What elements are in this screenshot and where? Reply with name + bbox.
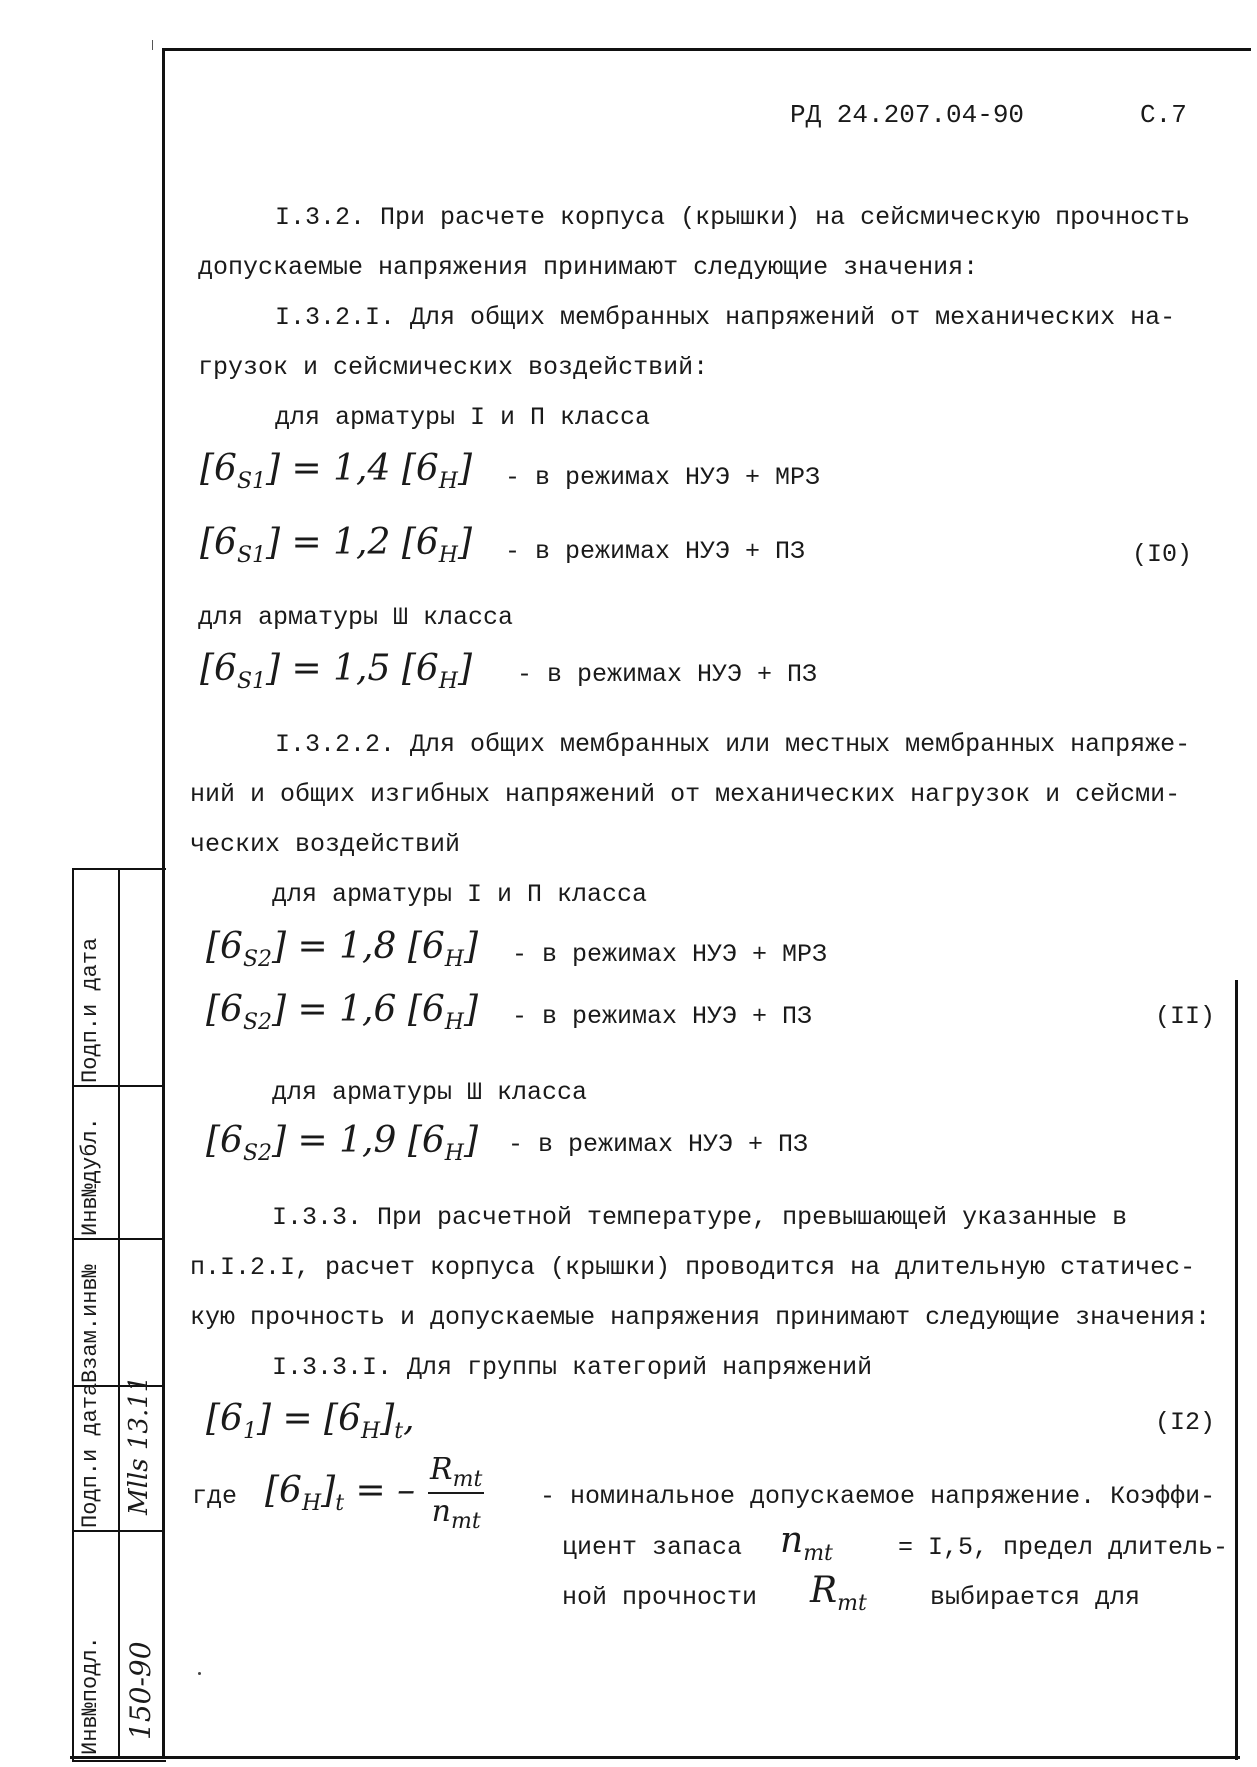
frame-top-line — [163, 48, 1251, 51]
stamp-label-inv-dubl: Инв№дубл. — [78, 1117, 103, 1236]
formula-mode: - в режимах НУЭ + ПЗ — [512, 1002, 813, 1031]
class-heading: для арматуры I и П класса — [275, 403, 651, 432]
class-heading: для арматуры Ш класса — [272, 1078, 588, 1107]
formula-mode: - в режимах НУЭ + ПЗ — [508, 1130, 809, 1159]
paragraph-line: п.I.2.I, расчет корпуса (крышки) проводится на длительную статичес- — [190, 1253, 1196, 1282]
stamp-handwritten-number: 150-90 — [124, 1641, 157, 1740]
equation-number: (I2) — [1155, 1408, 1216, 1437]
scan-speck — [198, 1672, 201, 1675]
definition-line: циент запаса — [562, 1533, 743, 1562]
paragraph-line: I.3.3. При расчетной температуре, превышающей указанные в — [272, 1203, 1128, 1232]
stamp-label-podp-data-1: Подп.и дата — [78, 1382, 103, 1528]
formula-sigma-s2-class3: $[6_{S2}] = 1,9$ $[6_H]$ — [206, 1120, 479, 1167]
frame-tick — [152, 40, 153, 50]
stamp-label-podp-data-2: Подп.и дата — [78, 937, 103, 1083]
paragraph-line: ческих воздействий — [190, 830, 461, 859]
side-stamp-row-line — [72, 1085, 164, 1087]
formula-sigma-s2-pz: $[6_{S2}] = 1,6$ $[6_H]$ — [206, 989, 479, 1036]
stamp-label-vzam-inv: Взам.инв№ — [78, 1264, 103, 1383]
paragraph-line: I.3.2.2. Для общих мембранных или местных мембранных напряже- — [275, 730, 1191, 759]
class-heading: для арматуры Ш класса — [198, 603, 514, 632]
formula-sigma-h-t: $[6_H]_t$ = – — [265, 1470, 416, 1517]
formula-mode: - в режимах НУЭ + ПЗ — [505, 537, 806, 566]
definition-line: - номинальное допускаемое напряжение. Коэффи- — [540, 1482, 1216, 1511]
equation-number: (II) — [1155, 1002, 1216, 1031]
paragraph-line: I.3.2. При расчете корпуса (крышки) на сейсмическую прочность — [275, 203, 1191, 232]
doc-number: РД 24.207.04-90 — [790, 100, 1025, 130]
paragraph-line: допускаемые напряжения принимают следующие значения: — [198, 253, 979, 282]
paragraph-line: кую прочность и допускаемые напряжения принимают следующие значения: — [190, 1303, 1211, 1332]
definition-line: выбирается для — [930, 1583, 1141, 1612]
side-stamp-row-line — [72, 1530, 164, 1532]
definition-line: = I,5, предел длитель- — [898, 1533, 1229, 1562]
symbol-n-mt: $n_{mt}$ — [780, 1520, 833, 1567]
side-stamp-row-line — [72, 1238, 164, 1240]
formula-mode: - в режимах НУЭ + МРЗ — [505, 463, 821, 492]
paragraph-line: I.3.2.I. Для общих мембранных напряжений от механических на- — [275, 303, 1176, 332]
paragraph-line: I.3.3.I. Для группы категорий напряжений — [272, 1353, 873, 1382]
where-label: где — [192, 1482, 238, 1511]
formula-mode: - в режимах НУЭ + МРЗ — [512, 940, 828, 969]
formula-mode: - в режимах НУЭ + ПЗ — [517, 660, 818, 689]
equation-number: (I0) — [1132, 540, 1193, 569]
formula-sigma-s1-mrz: $[6_{S1}] = 1,4$ $[6_H]$ — [200, 448, 473, 495]
stamp-label-inv-podl: Инв№подл. — [78, 1636, 103, 1755]
paragraph-line: грузок и сейсмических воздействий: — [198, 353, 709, 382]
paragraph-line: ний и общих изгибных напряжений от механических нагрузок и сейсми- — [190, 780, 1181, 809]
formula-sigma-s1-class3: $[6_{S1}] = 1,5$ $[6_H]$ — [200, 648, 473, 695]
fraction-rmt-over-nmt: $\frac{R_{mt}}{n_{mt}}$ — [430, 1452, 483, 1534]
formula-sigma-s1-pz: $[6_{S1}] = 1,2$ $[6_H]$ — [200, 522, 473, 569]
stamp-handwritten-signature: Mlls 13.11 — [124, 1375, 154, 1515]
frame-bottom-line — [70, 1756, 1240, 1759]
definition-line: ной прочности — [562, 1583, 758, 1612]
frame-right-line — [1235, 980, 1238, 1760]
symbol-r-mt: $R_{mt}$ — [810, 1570, 867, 1617]
side-stamp-divider — [118, 868, 120, 1758]
page-number: С.7 — [1140, 100, 1187, 130]
formula-sigma-s2-mrz: $[6_{S2}] = 1,8$ $[6_H]$ — [206, 926, 479, 973]
class-heading: для арматуры I и П класса — [272, 880, 648, 909]
formula-sigma-1: $[6_1] = [6_H]_t$, — [206, 1398, 415, 1445]
